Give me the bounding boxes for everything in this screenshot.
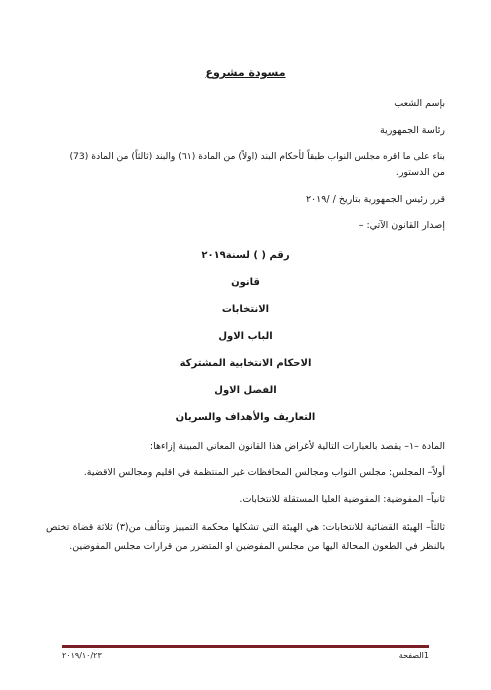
heading-elections: الانتخابات — [221, 304, 270, 315]
article-first: أولاً– المجلس: مجلس النواب ومجالس المحافظات غير المنتظمة في اقليم ومجالس الاقضية. — [83, 467, 445, 478]
article-second: ثانياً– المفوضية: المفوضية العليا المستقلة للانتخابات. — [239, 494, 445, 505]
line-decision: قرر رئيس الجمهورية بتاريخ / /٢٠١٩ — [305, 194, 445, 205]
line-basis-2: من الدستور. — [395, 167, 445, 178]
law-number: رقم ( ) لسنة٢٠١٩ — [201, 250, 290, 261]
footer-rule — [62, 645, 429, 648]
heading-law: قانون — [231, 277, 260, 288]
article-third: ثالثاً– الهيئة القضائية للانتخابات: هي الهيئة التي تشكلها محكمة التمييز وتتألف من(٣) ثلاثة قضاة تختص بالنظر في الطعون المحالة اليها من مجلس المفوضين او المتضرر من قرارات مجلس المفوضين. — [46, 522, 446, 552]
heading-definitions: التعاريف والأهداف والسريان — [175, 412, 316, 423]
document-title: مسودة مشروع — [205, 66, 286, 79]
footer-date: ٢٠١٩/١٠/٢٣ — [62, 651, 102, 660]
article-1: المادة –١– يقصد بالعبارات التالية لأغراض هذا القانون المعاني المبينة إزاءها: — [149, 441, 445, 452]
heading-chapter: الباب الاول — [218, 331, 273, 342]
line-basis-1: بناء على ما اقره مجلس النواب طبقاً لأحكام البند (اولاً) من المادة (٦١) والبند (ثالثاً) من المادة (73) — [69, 151, 445, 162]
heading-provisions: الاحكام الانتخابية المشتركة — [179, 358, 312, 369]
line-presidency: رئاسة الجمهورية — [380, 125, 445, 136]
heading-section: الفصل الاول — [214, 385, 277, 396]
footer-page-number: 1الصفحة — [398, 651, 429, 660]
line-people: بإسم الشعب — [394, 98, 445, 109]
line-issue: إصدار القانون الآتي: – — [358, 220, 445, 231]
